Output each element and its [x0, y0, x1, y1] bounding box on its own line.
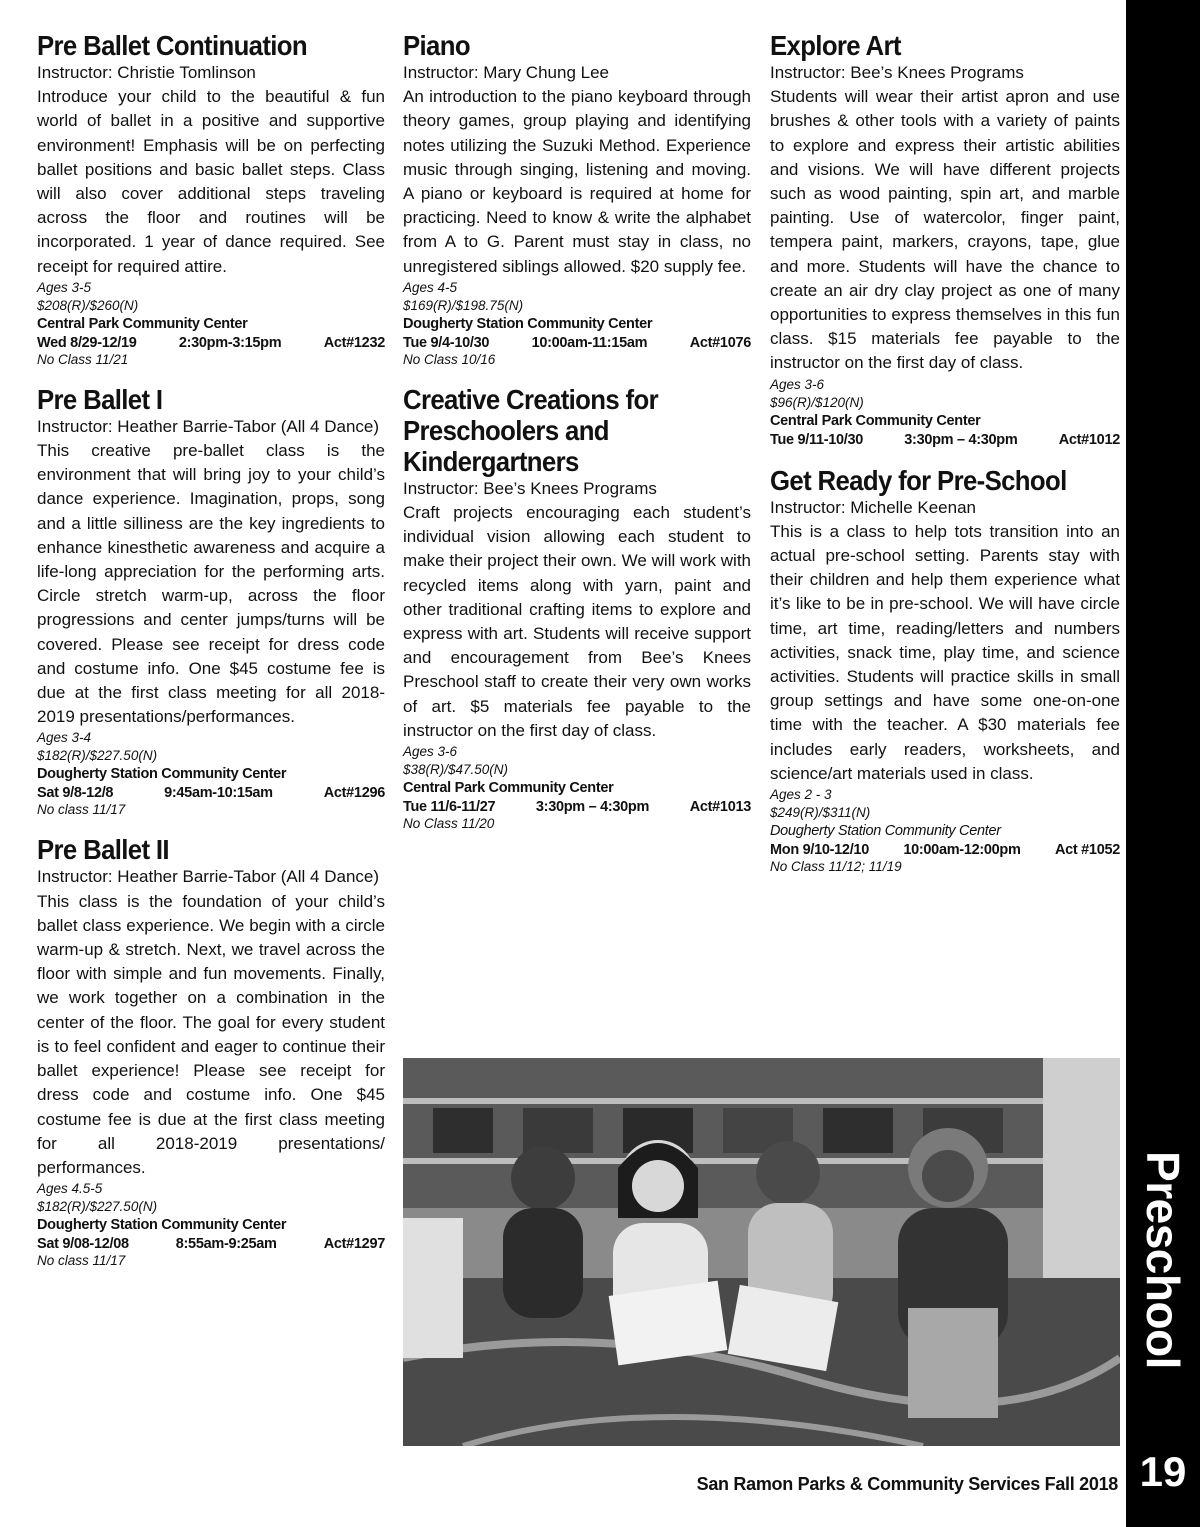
course-explore-art: [770, 30, 1120, 449]
course-location: Central Park Community Center: [37, 315, 248, 332]
course-time: 3:30pm – 4:30pm: [904, 431, 1018, 448]
course-description: This is a class to help tots transition into an actual pre-school setting. Parents stay with their children and help them experience what it’s like to be in pre-school. We will have circle time, art time, reading/letters and numbers activities, snack time, play time, and science activities. Students will practice skills in small group settings and have some one-on-one time with the teacher. A $30 materials fee includes early readers, worksheets, and science/art materials used in class.: [770, 521, 1120, 783]
footer-publication: San Ramon Parks & Community Services Fall 2018: [696, 1474, 1118, 1494]
course-time: 10:00am-12:00pm: [903, 842, 1021, 859]
column-left: [37, 30, 385, 1285]
course-time: 8:55am-9:25am: [175, 1236, 277, 1253]
course-activity-number: Act#1013: [689, 799, 751, 816]
photo-illustration: [403, 1058, 1120, 1446]
course-location: Dougherty Station Community Center: [403, 315, 653, 332]
course-activity-number: Act#1296: [323, 785, 385, 802]
course-title: Pre Ballet Continuation: [37, 30, 308, 61]
course-ages: Ages 3-6: [770, 376, 825, 392]
course-piano: [403, 30, 751, 368]
course-instructor: Instructor: Heather Barrie-Tabor (All 4 Dance): [37, 416, 380, 436]
course-no-class: No class 11/17: [37, 802, 126, 818]
course-days: Wed 8/29-12/19: [37, 334, 137, 351]
column-right: [770, 30, 1120, 891]
course-no-class: No Class 11/20: [403, 816, 495, 832]
course-days: Tue 9/11-10/30: [770, 431, 864, 448]
side-tab-label: [1126, 1140, 1200, 1380]
course-title: Pre Ballet II: [37, 834, 169, 866]
course-location: Dougherty Station Community Center: [37, 1217, 287, 1234]
course-time: 10:00am-11:15am: [531, 334, 648, 351]
course-no-class: No Class 11/12; 11/19: [770, 859, 902, 875]
course-schedule: [770, 431, 1120, 449]
course-instructor: Instructor: Mary Chung Lee: [403, 63, 609, 82]
course-no-class: No Class 11/21: [37, 351, 129, 367]
course-price: $208(R)/$260(N): [37, 297, 139, 313]
course-activity-number: Act#1297: [323, 1236, 385, 1253]
course-title: Explore Art: [770, 30, 901, 61]
course-no-class: No Class 10/16: [403, 351, 496, 367]
course-days: Sat 9/8-12/8: [37, 785, 114, 802]
course-ages: Ages 4-5: [403, 279, 458, 295]
course-price: $38(R)/$47.50(N): [403, 762, 509, 778]
course-time: 2:30pm-3:15pm: [178, 334, 282, 351]
course-days: Tue 11/6-11/27: [403, 799, 496, 816]
course-time: 3:30pm – 4:30pm: [535, 799, 650, 816]
course-schedule: [403, 334, 751, 352]
column-middle: [403, 30, 751, 848]
course-instructor: Instructor: Bee’s Knees Programs: [770, 63, 1024, 82]
course-pre-ballet-1: [37, 384, 385, 819]
course-location: Dougherty Station Community Center: [37, 766, 287, 783]
course-instructor: Instructor: Michelle Keenan: [770, 497, 976, 517]
course-schedule: [37, 784, 385, 802]
course-price: $182(R)/$227.50(N): [37, 748, 158, 764]
course-activity-number: Act#1012: [1058, 431, 1120, 448]
page-number: 19: [1139, 1448, 1187, 1495]
course-pre-ballet-continuation: [37, 30, 385, 368]
course-location: Dougherty Station Community Center: [770, 823, 1001, 840]
course-days: Tue 9/4-10/30: [403, 334, 490, 351]
course-schedule: [37, 334, 385, 352]
course-price: $96(R)/$120(N): [770, 394, 864, 410]
course-price: $169(R)/$198.75(N): [403, 297, 524, 313]
course-activity-number: Act#1076: [689, 334, 751, 351]
course-description: Introduce your child to the beautiful & fun world of ballet in a positive and supportive environment! Emphasis will be on perfecting ballet positions and basic ballet steps. Class will also cover additional steps traveling across the floor and routines will be incorporated. 1 year of dance required. See receipt for required attire.: [37, 87, 385, 276]
course-instructor: Instructor: Christie Tomlinson: [37, 63, 256, 82]
course-get-ready-preschool: [770, 465, 1120, 875]
course-title: Get Ready for Pre-School: [770, 464, 1067, 496]
course-schedule: [37, 1235, 385, 1253]
course-title: Pre Ballet I: [37, 383, 163, 415]
course-instructor: Instructor: Bee’s Knees Programs: [403, 478, 657, 498]
course-title: Piano: [403, 30, 470, 61]
course-ages: Ages 3-4: [37, 730, 92, 746]
section-label: Preschool: [1137, 1151, 1190, 1369]
course-schedule: [770, 841, 1120, 859]
course-ages: Ages 4.5-5: [37, 1181, 103, 1197]
course-schedule: [403, 798, 751, 816]
course-ages: Ages 3-6: [403, 744, 458, 760]
course-ages: Ages 2 - 3: [770, 787, 832, 803]
course-price: $249(R)/$311(N): [770, 805, 871, 821]
course-days: Mon 9/10-12/10: [770, 842, 869, 859]
course-activity-number: Act #1052: [1054, 842, 1120, 859]
course-description: An introduction to the piano keyboard through theory games, group playing and identifying notes utilizing the Suzuki Method. Experience music through singing, listening and moving. A piano or keyboard is required at home for practicing. Need to know & write the alphabet from A to G. Parent must stay in class, no unregistered siblings allowed. $20 supply fee.: [403, 87, 751, 276]
course-description: This class is the foundation of your child’s ballet class experience. We begin with a circle warm-up & stretch. Next, we travel across the floor with simple and fun movements. Finally, we work together on a combination in the center of the floor. The goal for every student is to feel confident and eager to continue their ballet experience! Please see receipt for dress code and costume info. One $45 costume fee is due at the first class meeting for all 2018-2019 presentations/ performances.: [37, 891, 385, 1177]
course-ages: Ages 3-5: [37, 279, 92, 295]
course-activity-number: Act#1232: [323, 334, 385, 351]
course-days: Sat 9/08-12/08: [37, 1236, 129, 1253]
course-title: Creative Creations for Preschoolers and Kindergartners: [403, 383, 658, 477]
course-creative-creations: [403, 384, 751, 832]
course-description: Students will wear their artist apron and use brushes & other tools with a variety of paints to explore and express their artistic abilities and visions. We will have different projects such as wood painting, spin art, and marble painting. Use of watercolor, finger paint, tempera paint, markers, crayons, tape, glue and more. Students will have the chance to create an air dry clay project as one of many opportunities to express themselves in this fun class. $15 materials fee payable to the instructor on the first day of class.: [770, 87, 1120, 373]
course-instructor: Instructor: Heather Barrie-Tabor (All 4 Dance): [37, 867, 380, 887]
course-description: Craft projects encouraging each student’s individual vision allowing each student to make their project their own. We will work with recycled items along with yarn, paint and other traditional crafting items to explore and express with art. Students will receive support and encouragement from Bee’s Knees Preschool staff to create their very own works of art. $5 materials fee payable to the instructor on the first day of class.: [403, 503, 751, 740]
photo-children-reading: [403, 1058, 1120, 1446]
course-no-class: No class 11/17: [37, 1253, 126, 1269]
course-location: Central Park Community Center: [403, 780, 614, 797]
course-location: Central Park Community Center: [770, 412, 981, 429]
course-description: This creative pre-ballet class is the environment that will bring joy to your child’s dance experience. Imagination, props, song and a little silliness are the key ingredients to enhance kinesthetic awareness and acquire a life-long appreciation for the performing arts. Circle stretch warm-up, across the floor progressions and center jumps/turns will be covered. Please see receipt for dress code and costume info. One $45 costume fee is due at the first class meeting for all 2018-2019 presentations/performances.: [37, 441, 385, 727]
course-pre-ballet-2: [37, 834, 385, 1269]
course-price: $182(R)/$227.50(N): [37, 1199, 158, 1215]
course-time: 9:45am-10:15am: [164, 785, 273, 802]
